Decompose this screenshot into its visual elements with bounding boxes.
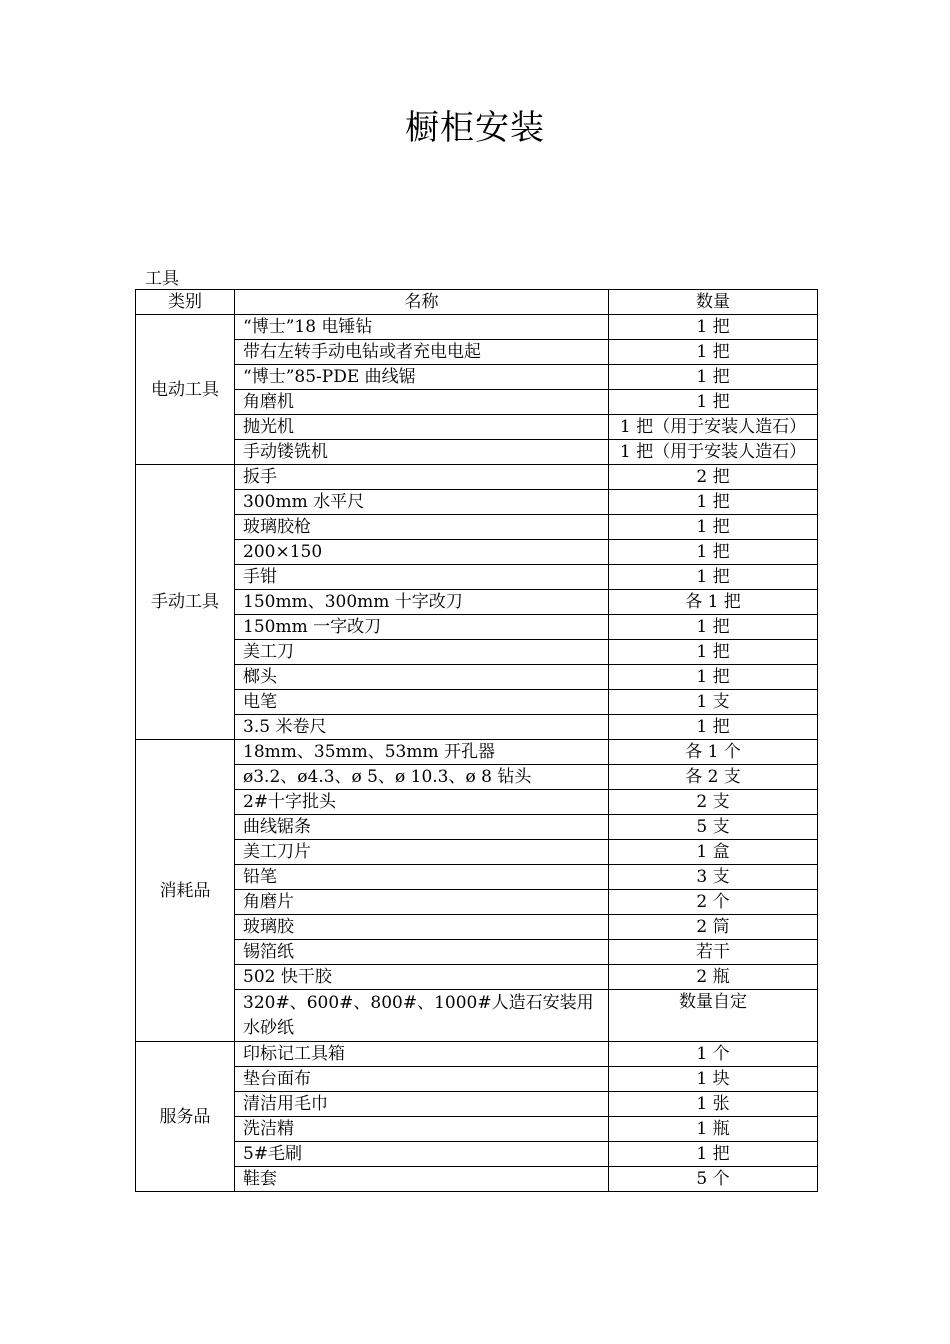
item-quantity-cell: 1 瓶	[609, 1117, 818, 1142]
table-row	[136, 540, 818, 565]
item-quantity-cell: 1 把	[609, 515, 818, 540]
item-name-cell: 扳手	[235, 465, 609, 490]
item-quantity-cell: 1 块	[609, 1067, 818, 1092]
item-name-cell: 2#十字批头	[235, 790, 609, 815]
item-name-cell: 铅笔	[235, 865, 609, 890]
item-quantity-cell: 1 把	[609, 615, 818, 640]
table-row	[136, 515, 818, 540]
item-quantity-cell: 各 1 个	[609, 740, 818, 765]
item-quantity-cell: 2 支	[609, 790, 818, 815]
table-row	[136, 840, 818, 865]
item-name-cell: 鞋套	[235, 1167, 609, 1192]
item-quantity-cell: 1 把	[609, 640, 818, 665]
item-name-cell: “博士”18 电锤钻	[235, 315, 609, 340]
table-row	[136, 565, 818, 590]
item-name-cell: 玻璃胶	[235, 915, 609, 940]
table-row	[136, 1142, 818, 1167]
table-row	[136, 965, 818, 990]
table-row	[136, 715, 818, 740]
item-quantity-cell: 3 支	[609, 865, 818, 890]
table-row	[136, 590, 818, 615]
item-quantity-cell: 1 盒	[609, 840, 818, 865]
category-cell: 电动工具	[136, 315, 235, 465]
table-row	[136, 415, 818, 440]
table-row	[136, 990, 818, 1042]
table-row	[136, 815, 818, 840]
item-name-cell: 角磨机	[235, 390, 609, 415]
table-row	[136, 1042, 818, 1067]
item-name-cell: 3.5 米卷尺	[235, 715, 609, 740]
item-quantity-cell: 1 把	[609, 715, 818, 740]
table-row	[136, 390, 818, 415]
item-name-cell: 电笔	[235, 690, 609, 715]
item-name-cell: 美工刀片	[235, 840, 609, 865]
item-quantity-cell: 2 筒	[609, 915, 818, 940]
table-body	[136, 315, 818, 1192]
item-quantity-cell: 若干	[609, 940, 818, 965]
item-quantity-cell: 5 支	[609, 815, 818, 840]
item-name-cell: 榔头	[235, 665, 609, 690]
table-row	[136, 440, 818, 465]
item-quantity-cell: 1 张	[609, 1092, 818, 1117]
item-name-cell: 手动镂铣机	[235, 440, 609, 465]
table-row	[136, 465, 818, 490]
header-name: 名称	[235, 290, 609, 315]
item-name-cell: 18mm、35mm、53mm 开孔器	[235, 740, 609, 765]
item-name-cell: 清洁用毛巾	[235, 1092, 609, 1117]
table-row	[136, 490, 818, 515]
table-row	[136, 915, 818, 940]
item-name-cell: 垫台面布	[235, 1067, 609, 1092]
item-quantity-cell: 2 个	[609, 890, 818, 915]
category-cell: 手动工具	[136, 465, 235, 740]
item-quantity-cell: 1 把	[609, 665, 818, 690]
table-row	[136, 640, 818, 665]
item-quantity-cell: 1 把	[609, 390, 818, 415]
table-header-row	[136, 290, 818, 315]
header-category: 类别	[136, 290, 235, 315]
item-quantity-cell: 1 把	[609, 565, 818, 590]
table-row	[136, 740, 818, 765]
item-name-cell: 锡箔纸	[235, 940, 609, 965]
item-name-cell: 手钳	[235, 565, 609, 590]
item-quantity-cell: 1 把	[609, 365, 818, 390]
item-quantity-cell: 各 1 把	[609, 590, 818, 615]
header-quantity: 数量	[609, 290, 818, 315]
table-row	[136, 1117, 818, 1142]
table-row	[136, 365, 818, 390]
item-name-cell: 美工刀	[235, 640, 609, 665]
item-name-cell: 洗洁精	[235, 1117, 609, 1142]
table-row	[136, 790, 818, 815]
item-name-cell: 150mm、300mm 十字改刀	[235, 590, 609, 615]
item-name-cell: 300mm 水平尺	[235, 490, 609, 515]
item-name-cell: 5#毛刷	[235, 1142, 609, 1167]
table-row	[136, 890, 818, 915]
item-name-cell: 200×150	[235, 540, 609, 565]
table-row	[136, 315, 818, 340]
item-quantity-cell: 2 把	[609, 465, 818, 490]
item-name-cell: 502 快干胶	[235, 965, 609, 990]
item-quantity-cell: 1 把（用于安装人造石）	[609, 440, 818, 465]
item-quantity-cell: 1 把	[609, 1142, 818, 1167]
item-quantity-cell: 数量自定	[609, 990, 818, 1042]
item-quantity-cell: 1 把	[609, 340, 818, 365]
item-quantity-cell: 1 支	[609, 690, 818, 715]
item-name-cell: 150mm 一字改刀	[235, 615, 609, 640]
item-quantity-cell: 各 2 支	[609, 765, 818, 790]
item-name-cell: “博士”85-PDE 曲线锯	[235, 365, 609, 390]
table-row	[136, 765, 818, 790]
table-row	[136, 665, 818, 690]
table-row	[136, 1067, 818, 1092]
item-name-cell: 曲线锯条	[235, 815, 609, 840]
item-quantity-cell: 1 把	[609, 540, 818, 565]
page-title: 橱柜安装	[405, 108, 545, 148]
table-row	[136, 690, 818, 715]
tools-table	[135, 289, 818, 1192]
item-quantity-cell: 2 瓶	[609, 965, 818, 990]
item-name-cell: ø3.2、ø4.3、ø 5、ø 10.3、ø 8 钻头	[235, 765, 609, 790]
item-quantity-cell: 1 把	[609, 315, 818, 340]
item-quantity-cell: 1 把	[609, 490, 818, 515]
category-cell: 消耗品	[136, 740, 235, 1042]
item-name-cell: 玻璃胶枪	[235, 515, 609, 540]
table-row	[136, 865, 818, 890]
item-name-cell: 印标记工具箱	[235, 1042, 609, 1067]
item-quantity-cell: 1 把（用于安装人造石）	[609, 415, 818, 440]
table-row	[136, 1092, 818, 1117]
item-quantity-cell: 1 个	[609, 1042, 818, 1067]
table-row	[136, 615, 818, 640]
item-name-cell: 带右左转手动电钻或者充电电起	[235, 340, 609, 365]
table-row	[136, 1167, 818, 1192]
category-cell: 服务品	[136, 1042, 235, 1192]
item-quantity-cell: 5 个	[609, 1167, 818, 1192]
table-row	[136, 340, 818, 365]
item-name-cell: 320#、600#、800#、1000#人造石安装用水砂纸	[235, 990, 609, 1042]
table-caption: 工具	[145, 269, 179, 289]
item-name-cell: 抛光机	[235, 415, 609, 440]
item-name-cell: 角磨片	[235, 890, 609, 915]
table-row	[136, 940, 818, 965]
